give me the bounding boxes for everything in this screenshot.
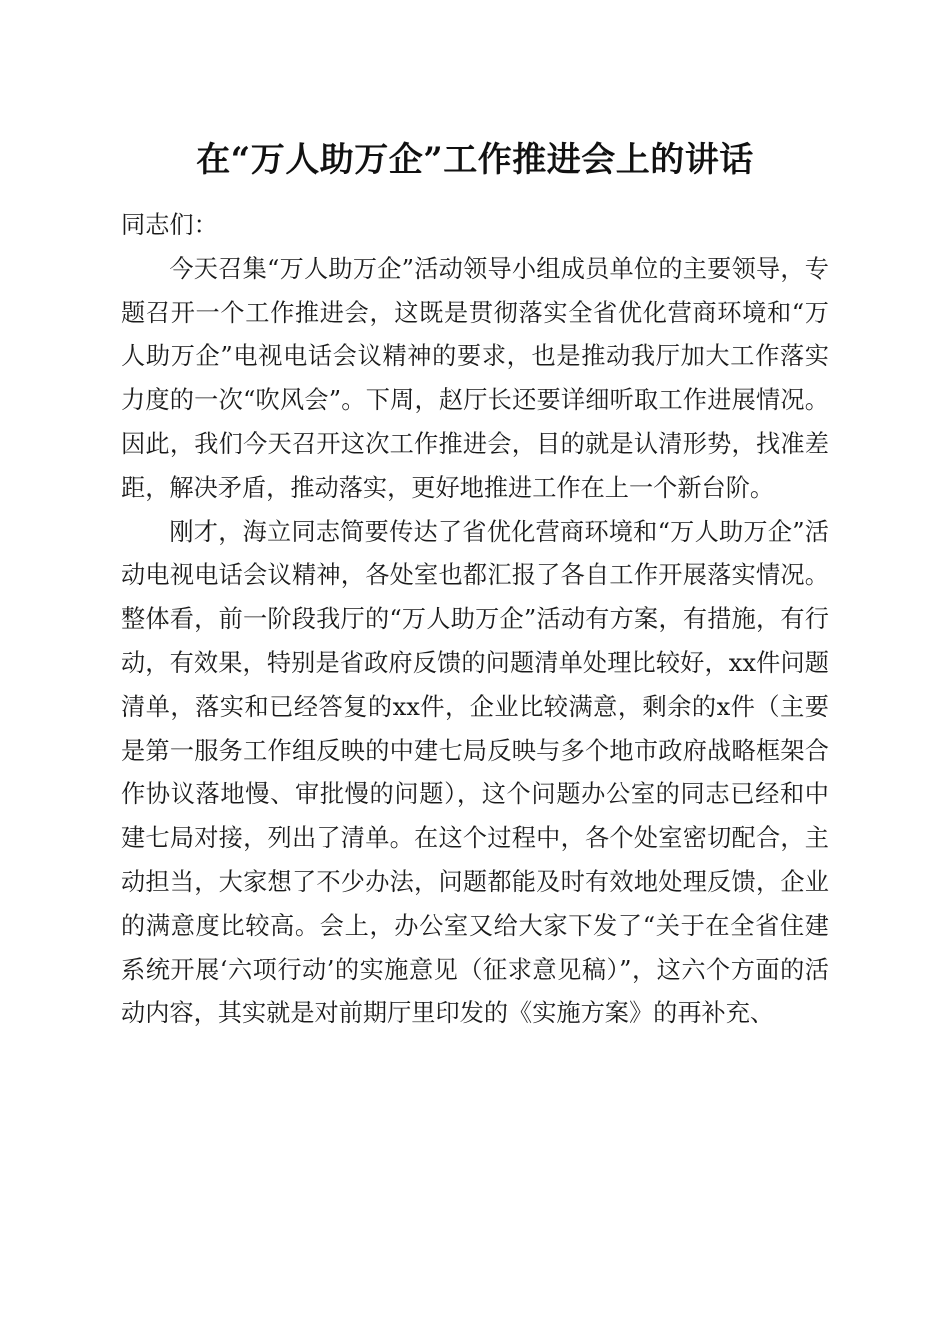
salutation: 同志们： [121, 211, 218, 239]
paragraph-2: 刚才，海立同志简要传达了省优化营商环境和“万人助万企”活动电视电话会议精神，各处室也都汇报了各自工作开展落实情况。整体看，前一阶段我厅的“万人助万企”活动有方案，有措施，有行动，有效果，特别是省政府反馈的问题清单处理比较好，xx件问题清单，落实和已经答复的xx件，企业比较满意，剩余的x件（主要是第一服务工作组反映的中建七局反映与多个地市政府战略框架合作协议落地慢、审批慢的问题），这个问题办公室的同志已经和中建七局对接，列出了清单。在这个过程中，各个处室密切配合，主动担当，大家想了不少办法，问题都能及时有效地处理反馈，企业的满意度比较高。会上，办公室又给大家下发了“关于在全省住建系统开展‘六项行动’的实施意见（征求意见稿）”，这六个方面的活动内容，其实就是对前期厅里印发的《实施方案》的再补充、 [121, 517, 829, 1028]
document-title: 在“万人助万企”工作推进会上的讲话 [196, 140, 754, 180]
document-body [121, 204, 829, 1036]
paragraph-1: 今天召集“万人助万企”活动领导小组成员单位的主要领导，专题召开一个工作推进会，这既是贯彻落实全省优化营商环境和“万人助万企”电视电话会议精神的要求，也是推动我厅加大工作落实力度的一次“吹风会”。下周，赵厅长还要详细听取工作进展情况。因此，我们今天召开这次工作推进会，目的就是认清形势，找准差距，解决矛盾，推动落实，更好地推进工作在上一个新台阶。 [121, 254, 829, 502]
